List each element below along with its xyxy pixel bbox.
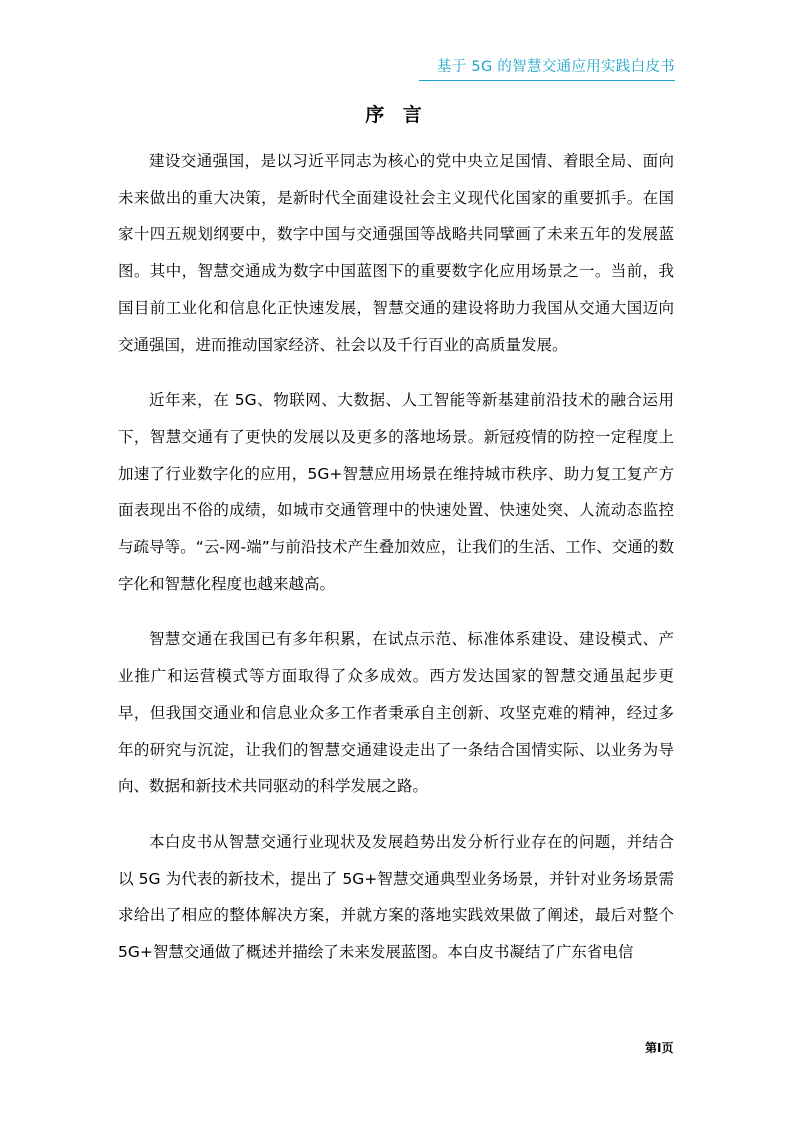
header-title: 基于 5G 的智慧交通应用实践白皮书 bbox=[436, 59, 675, 75]
page-number: 第I页 bbox=[645, 1041, 674, 1055]
paragraph: 本白皮书从智慧交通行业现状及发展趋势出发分析行业存在的问题，并结合以 5G 为代表的新技术，提出了 5G+智慧交通典型业务场景，并针对业务场景需求给出了相应的整体解决方案，并就方案的落地实践效果做了阐述，最后对整个 5G+智慧交通做了概述并描绘了未来发展蓝图。本白皮书凝结了广东省电信 bbox=[118, 832, 674, 962]
paragraph: 智慧交通在我国已有多年积累，在试点示范、标准体系建设、建设模式、产业推广和运营模式等方面取得了众多成效。西方发达国家的智慧交通虽起步更早，但我国交通业和信息业众多工作者秉承自主创新、攻坚克难的精神，经过多年的研究与沉淀，让我们的智慧交通建设走出了一条结合国情实际、以业务为导向、数据和新技术共同驱动的科学发展之路。 bbox=[118, 630, 674, 796]
paragraph: 建设交通强国，是以习近平同志为核心的党中央立足国情、着眼全局、面向未来做出的重大决策，是新时代全面建设社会主义现代化国家的重要抓手。在国家十四五规划纲要中，数字中国与交通强国等战略共同擘画了未来五年的发展蓝图。其中，智慧交通成为数字中国蓝图下的重要数字化应用场景之一。当前，我国目前工业化和信息化正快速发展，智慧交通的建设将助力我国从交通大国迈向交通强国，进而推动国家经济、社会以及千行百业的高质量发展。 bbox=[118, 152, 674, 354]
paragraph: 近年来，在 5G、物联网、大数据、人工智能等新基建前沿技术的融合运用下，智慧交通有了更快的发展以及更多的落地场景。新冠疫情的防控一定程度上加速了行业数字化的应用，5G+智慧应用场景在维持城市秩序、助力复工复产方面表现出不俗的成绩，如城市交通管理中的快速处置、快速处突、人流动态监控与疏导等。“云-网-端”与前沿技术产生叠加效应，让我们的生活、工作、交通的数字化和智慧化程度也越来越高。 bbox=[118, 391, 674, 593]
page-title: 序 言 bbox=[365, 104, 428, 126]
body-text bbox=[118, 143, 674, 990]
running-header bbox=[419, 56, 675, 81]
